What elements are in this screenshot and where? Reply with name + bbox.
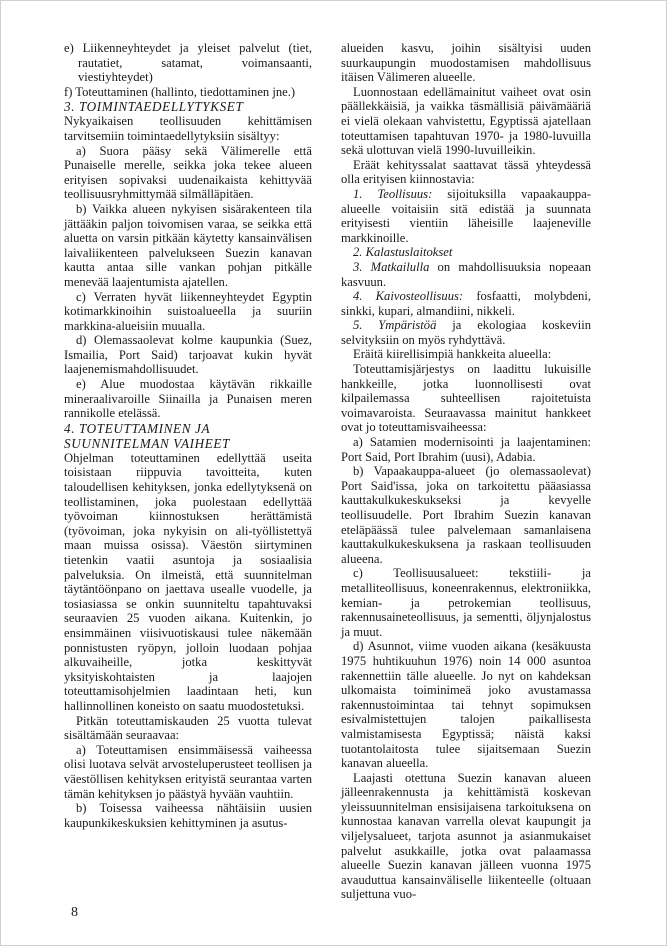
right-column (341, 41, 591, 902)
sector-5-label: 5. Ympäristöä (353, 318, 437, 333)
sectors-intro: Eräät kehityssalat saattavat tässä yhteydessä olla erityisen kiinnostavia: (341, 157, 591, 187)
left-column (64, 41, 312, 830)
closing-paragraph: Laajasti otettuna Suezin kanavan alueen jälleenrakennusta ja kehittämistä koskevan yleissuunnitelman ensisijaisena tarkoituksena on kunnostaa kanavan varrella olevat kaupungit ja viljelysalueet, tarjota asunnot ja asianmukaiset palvelut asukkaille, jotka ovat palaamassa alueelle Suezin kanavan jälleen vuonna 1975 avauduttua kansainväliselle liikenteelle (oltuaan suljettuna vuo- (341, 770, 591, 902)
list-item-e: e) Liikenneyhteydet ja yleiset palvelut (tiet, rautatiet, satamat, voimansaanti, viestiyhteydet) (64, 41, 312, 85)
sector-1-text: sijoituksilla vapaakauppa-alueelle voitaisiin sitä edistää ja suunnata erityisesti vientiin läheisille laajeneville markkinoille. (341, 186, 591, 245)
implementation-order-paragraph: Toteuttamisjärjestys on laadittu lukuisille hankkeille, jotka luonnollisesti ovat kilpailemassa suhteellisen rajoitetuista voimavaroista. Seuraavassa mainitut hankkeet ovat jo toteuttamisvaiheessa: (341, 362, 591, 435)
continuation-paragraph: alueiden kasvu, joihin sisältyisi uuden suurkaupungin muodostamisen mahdollisuus itäisen Välimeren alueelle. (341, 41, 591, 85)
section-3-intro: Nykyaikaisen teollisuuden kehittämisen tarvitsemiin toimintaedellytyksiin sisältyy: (64, 114, 312, 143)
sector-4-text: fosfaatti, molybdeni, sinkki, kupari, almandiini, nikkeli. (341, 289, 591, 318)
sector-3 (341, 260, 591, 289)
project-b: b) Vapaakauppa-alueet (jo olemassaolevat) Port Said'issa, joka on tarkoitettu pääasiassa kauttakulkukeskukseksi ja kevyelle teollisuudelle. Port Ibrahim Suezin kanavan eteläpäässä tulee palvelemaan samanlaisena kauttakulkukeskuksena ja raskaan teollisuuden alueena. (341, 464, 591, 566)
section-4-period-intro: Pitkän toteuttamiskauden 25 vuotta tulevat sisältämään seuraavaa: (64, 713, 312, 743)
phase-b: b) Toisessa vaiheessa nähtäisiin uusien kaupunkikeskuksien kehittyminen ja asutus- (64, 801, 312, 830)
project-c: c) Teollisuusalueet: tekstiili- ja metalliteollisuus, koneenrakennus, elektroniikka, kemian- ja petrokemian teollisuus, rakennusaineteollisuus, ja sementti, öljynjalostus ja muut. (341, 566, 591, 639)
condition-d: d) Olemassaolevat kolme kaupunkia (Suez, Ismailia, Port Said) tarjoavat kukin hyvät laajenemismahdollisuudet. (64, 333, 312, 377)
section-4-paragraph: Ohjelman toteuttaminen edellyttää useita toisistaan riippuvia tavoitteita, kuten taloudellisen kehityksen, jonka edellytyksenä on teollistaminen, joka puolestaan edellyttää työvoiman kiinnostuksen herättämistä (työvoiman, joka nykyisin on ali-työllistettyä maan muissa osissa). Väestön siirtyminen tietenkin vaatii asuntoja ja sosiaalisia palveluksia. On ilmeistä, että suunnitelman täytäntöönpano on jaettava usealle vuodelle, ja tosiasiassa se onkin suunniteltu tapahtuvaksi seuraavien 25 vuoden aikana. Kuitenkin, jo ensimmäinen viisivuotiskausi tulee näkemään ponnistusten ryöpyn, jolloin luodaan pohjaa alkuvaiheille, jotka keskittyvät yksityiskohtaisten ja laajojen toteuttamisohjelmien laadintaan heti, kun hallinnollinen koneisto on saatu muodostetuksi. (64, 450, 312, 713)
sector-2 (341, 245, 591, 260)
phase-a: a) Toteuttamisen ensimmäisessä vaiheessa olisi luotava selvät arvosteluperusteet teollisen ja väestöllisen kehityksen erityistä seurantaa varten tämän kehityksen jo päästyä hyvään vauhtiin. (64, 742, 312, 801)
page-number: 8 (71, 905, 78, 920)
sector-3-label: 3. Matkailulla (353, 259, 430, 274)
sector-4 (341, 289, 591, 318)
sector-4-label: 4. Kaivosteollisuus: (353, 289, 464, 304)
project-d: d) Asunnot, viime vuoden aikana (kesäkuusta 1975 huhtikuuhun 1976) noin 14 000 asuntoa rakennettiin tälle alueelle. Jo nyt on kahdeksan ulkomaista toiminimeä joko avustamassa rakennustoimintaa tai tehnyt sopimuksen esivalmistettujen talojen paikallisesta valmistamisesta Egyptissä; näistä kaksi tuotantolaitosta tulee sijaitsemaan Suezin kanavan alueella. (341, 639, 591, 771)
section-heading-4-line1: 4. TOTEUTTAMINEN JA (64, 420, 211, 436)
section-heading-4 (64, 421, 312, 451)
condition-a: a) Suora pääsy sekä Välimerelle että Punaiselle merelle, seikka joka tekee alueen erityisen sopivaksi uudenaikaista kehittyvää teollisuusryhmittymää silmälläpitäen. (64, 143, 312, 202)
sector-3-text: on mahdollisuuksia nopeaan kasvuun. (341, 259, 591, 289)
list-item-f: f) Toteuttaminen (hallinto, tiedottaminen jne.) (64, 84, 296, 99)
phases-overlap-paragraph: Luonnostaan edellämainitut vaiheet ovat osin päällekkäisiä, ja vaikka täsmällisiä päivämääriä ei vielä olekaan vahvistettu, Egyptissä ajatellaan toteuttamisen tapahtuvan 1970- ja 1980-luvuilla sekä ulottuvan vielä 1990-luvuilleikin. (341, 84, 591, 158)
sector-5 (341, 318, 591, 347)
sector-1-label: 1. Teollisuus: (353, 186, 433, 201)
sector-2-label: 2. Kalastuslaitokset (353, 245, 453, 260)
condition-e: e) Alue muodostaa käytävän rikkaille mineraalivaroille Siinailla ja Punaisen meren rannikolle etelässä. (64, 377, 312, 421)
section-heading-3: 3. TOIMINTAEDELLYTYKSET (64, 99, 244, 115)
project-a: a) Satamien modernisointi ja laajentaminen: Port Said, Port Ibrahim (uusi), Adabia. (341, 435, 591, 464)
projects-intro: Eräitä kiirellisimpiä hankkeita alueella: (353, 347, 552, 362)
sector-1 (341, 187, 591, 245)
sector-5-text: ja ekologiaa koskeviin selvityksiin on myös ryhdyttävä. (341, 318, 592, 347)
condition-c: c) Verraten hyvät liikenneyhteydet Egyptin kotimarkkinoihin suistoalueella ja suuriin markkina-alueisiin muualla. (64, 289, 312, 333)
condition-b: b) Vaikka alueen nykyisen sisärakenteen tila jättääkin paljon toivomisen varaa, se seikka että aluetta on varsin pitkään käytetty kansainvälisen laivaliikenteen palvelukseen Suezin kanavan kautta antaa sille vankan pohjan pitkälle menevää laajentumista ajatellen. (64, 201, 312, 289)
section-heading-4-line2: SUUNNITELMAN VAIHEET (64, 435, 230, 451)
